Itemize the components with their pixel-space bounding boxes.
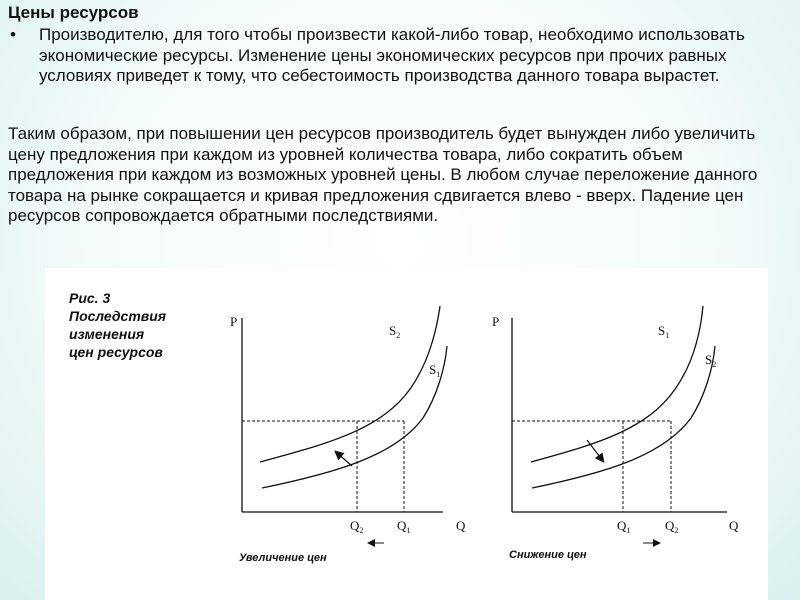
right-q-left-label: $Q_1$: [617, 518, 631, 535]
slide-title: Цены ресурсов: [8, 3, 139, 22]
left-upper-curve-label: $S_2$: [389, 323, 401, 340]
right-panel-caption: Снижение цен: [509, 549, 587, 561]
left-curve-upper: [260, 306, 440, 462]
left-shift-arrow: [336, 452, 352, 466]
figure-caption-line-1: Рис. 3: [69, 290, 111, 306]
figure-caption-line-3: изменения: [69, 326, 145, 342]
right-curve-upper: [531, 306, 703, 462]
left-x-label: Q: [456, 518, 466, 533]
left-y-label: P: [230, 314, 238, 329]
left-lower-curve-label: $S_1$: [429, 362, 441, 379]
bullet-text: Производителю, для того чтобы произвести какой-либо товар, необходимо использовать экономические ресурсы. Изменение цены экономических ресурсов при прочих равных условиях приведет к тому, что себестоимость производства данного товара вырастет.: [39, 25, 745, 85]
left-curve-lower: [262, 346, 447, 488]
left-panel: [230, 306, 466, 564]
left-q-right-label: $Q_1$: [397, 518, 411, 535]
figure-caption-line-2: Последствия: [69, 308, 167, 324]
bullet-marker: •: [10, 25, 16, 44]
right-q-right-label: $Q_2$: [665, 518, 679, 535]
supply-diagrams: [45, 268, 768, 600]
figure-caption-line-4: цен ресурсов: [69, 344, 163, 360]
figure-supply-shift: [45, 268, 768, 600]
right-x-label: Q: [729, 518, 739, 533]
left-q-left-label: $Q_2$: [350, 518, 364, 535]
right-y-label: P: [492, 314, 500, 329]
right-upper-curve-label: $S_1$: [658, 323, 670, 340]
left-panel-caption: Увеличение цен: [239, 552, 327, 564]
body-paragraph: Таким образом, при повышении цен ресурсов производитель будет вынужден либо увеличить цену предложения при каждом из уровней количества товара, либо сократить объем предложения при каждом из возможных уровней цены. В любом случае переложение данного товара на рынке сокращается и кривая предложения сдвигается влево - вверх. Падение цен ресурсов сопровождается обратными последствиями.: [8, 124, 758, 225]
right-panel: [492, 306, 739, 561]
right-lower-curve-label: $S_2$: [705, 352, 717, 369]
bullet-item: [8, 25, 788, 87]
